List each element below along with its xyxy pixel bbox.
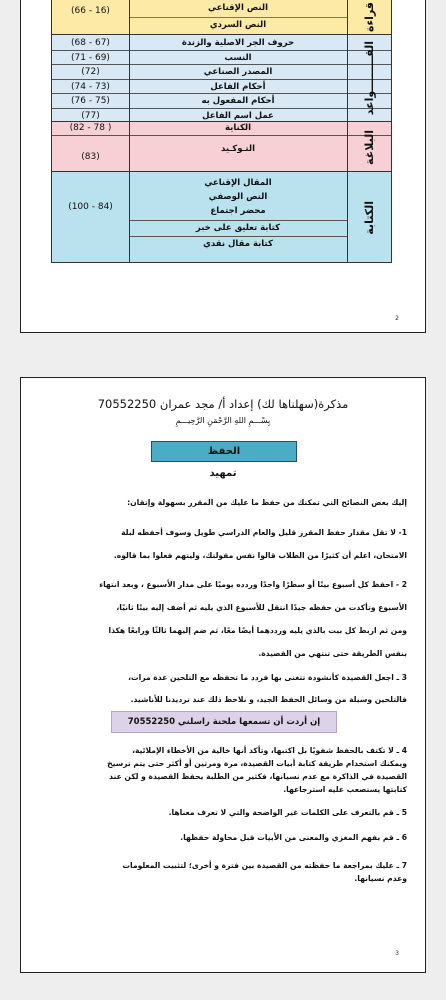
- rhetoric-range: (82 - 78 ): [69, 123, 112, 133]
- tip-1: [43, 529, 407, 560]
- grammar-row: [52, 80, 391, 95]
- reading-item: النص السردي: [129, 17, 347, 30]
- grammar-topic: حروف الجر الاصلية والزندة: [181, 38, 295, 48]
- column-divider: [129, 0, 130, 262]
- tip-line: 3 ـ اجعل القصيدة كأنشودة تتغنى بها فردد ما تحفظه مع التلحين عدة مرات،: [128, 673, 407, 682]
- grammar-topic: المصدر الصناعي: [203, 67, 273, 77]
- page-3: [20, 377, 426, 973]
- writing-section: [52, 171, 391, 262]
- tip-line: 2 - احفظ كل أسبوع بيتًا أو سطرًا واحدًا وردده يوميًا على مدار الأسبوع ، وبعد انتهاء: [99, 580, 407, 589]
- audio-note: إن أردت أن تسمعها ملحنة راسلني 70552250: [111, 711, 337, 733]
- tip-line: بنفس الطريقة حتى تنتهي من القصيدة.: [258, 649, 407, 658]
- intro-text: إليك بعض النصائح التي تمكنك من حفظ ما عليك من المقرر بسهولة وإتقان:: [127, 498, 407, 507]
- writing-item: محضر اجتماع: [210, 206, 266, 216]
- rhetoric-row: [52, 124, 391, 136]
- tip-line: ويمكنك استخدام طريقة كتابة أبيات القصيدة، مرة ومرتين أو أكثر حتى يتم ترسيخ: [107, 759, 407, 768]
- column-divider: [347, 0, 348, 262]
- grammar-range: (77): [81, 110, 100, 121]
- writing-side-label: الكتابة: [362, 200, 376, 235]
- rhetoric-topic: التـوكـيد: [220, 144, 256, 154]
- tip-line: فالتلحين وسيلة من وسائل الحفظ الجيد، و نلاحظ ذلك عند ترديدنا للأناشيد.: [130, 695, 407, 704]
- tip-line: وعدم نسيانها.: [354, 874, 407, 883]
- tip-line: الأسبوع وتأكدت من حفظه جيدًا انتقل للأسبوع الذي يليه ثم أضف إليه بيتًا ثانيًا،: [116, 603, 407, 612]
- grammar-range: (68 - 67): [71, 38, 110, 48]
- grammar-row: [52, 36, 391, 51]
- section-title: الحفظ: [151, 441, 297, 462]
- grammar-topic: النسب: [224, 52, 252, 63]
- reading-item: النص الإقناعي: [207, 3, 268, 13]
- reading-section: [52, 0, 391, 34]
- tip-line: ومن ثم اربط كل بيت بالذي يليه ورددهما أيضًا معًا، ثم ضم إليهما ثالثًا ورابعًا هكذا: [108, 626, 407, 635]
- grammar-topic: أحكام الفاعل: [210, 81, 266, 92]
- curriculum-table: [51, 0, 392, 263]
- tip-line: القصيدة في الذاكرة مع عدم نسيانها، فكثير من الطلبة يحفظ القصيدة و لكن عند: [109, 772, 407, 781]
- grammar-row: [52, 51, 391, 66]
- basmala: بِسْـــمِ اللهِ الرَّحْمَنِ الرَّحِيـــمِ: [175, 416, 271, 425]
- tip-4: [43, 744, 407, 796]
- tip-line: 4 ـ لا تكتف بالحفظ شفويًا بل اكتبها، وتأكد أنها خالية من الأخطاء الإملائية،: [132, 746, 407, 755]
- tip-line: 7 ـ عليك بمراجعة ما حفظته من القصيدة بين فترة و أخرى؛ لتثبيت المعلومات: [122, 861, 407, 870]
- tip-5: 5 ـ قم بالتعرف على الكلمات غير الواضحة والتي لا تعرف معناها.: [168, 808, 407, 817]
- tip-line: الامتحان، اعلم أن كثيرًا من الطلاب قالوا نفس مقولتك، وليتهم فعلوا بما قالوه.: [113, 551, 407, 560]
- grammar-side-label: القـــــــــواعد: [362, 41, 376, 116]
- writing-item: كتابة تعليق على خبر: [129, 220, 347, 233]
- writing-item: المقال الإقناعي: [204, 178, 272, 188]
- tip-line: كتابتها يستصعب عليه استرجاعها.: [283, 785, 407, 794]
- grammar-range: (72): [81, 67, 100, 77]
- writing-item: كتابة مقال نقدي: [129, 236, 347, 249]
- rhetoric-topic: الكناية: [224, 123, 252, 133]
- grammar-topic: عمل اسم الفاعل: [202, 110, 274, 121]
- grammar-range: (76 - 75): [71, 96, 110, 106]
- rhetoric-side-label: البلاغة: [362, 129, 376, 165]
- reading-range: (66 - 16): [71, 6, 110, 16]
- tip-3: [43, 674, 407, 704]
- page-2: [20, 0, 426, 333]
- grammar-row: [52, 65, 391, 80]
- grammar-topic: أحكام المفعول به: [201, 96, 275, 106]
- tip-7: [43, 859, 407, 885]
- tip-line: 1- لا تقل مقدار حفظ المقرر قليل والعام الدراسي طويل وسوف أحفظه لبلة: [121, 528, 407, 537]
- rhetoric-section: [52, 121, 391, 171]
- tip-2: [43, 581, 407, 658]
- reading-side-label: قراءة: [362, 2, 376, 32]
- grammar-section: [52, 34, 391, 121]
- tip-6: 6 ـ قم بفهم المغزي والمعنى من الأبيات قبل محاولة حفظها.: [180, 833, 407, 842]
- page-number: 3: [395, 950, 399, 957]
- grammar-row: [52, 94, 391, 109]
- page-number: 2: [395, 315, 399, 322]
- rhetoric-range: (83): [81, 152, 100, 162]
- grammar-range: (71 - 69): [71, 52, 110, 63]
- section-subtitle: تمهيد: [209, 468, 237, 479]
- writing-range: (100 - 84): [68, 202, 113, 212]
- page-header: مذكرة(سهلناها لك) إعداد أ/ مجد عمران 70552250: [97, 397, 349, 411]
- grammar-range: (74 - 73): [71, 81, 110, 92]
- writing-item: النص الوصفي: [208, 192, 268, 202]
